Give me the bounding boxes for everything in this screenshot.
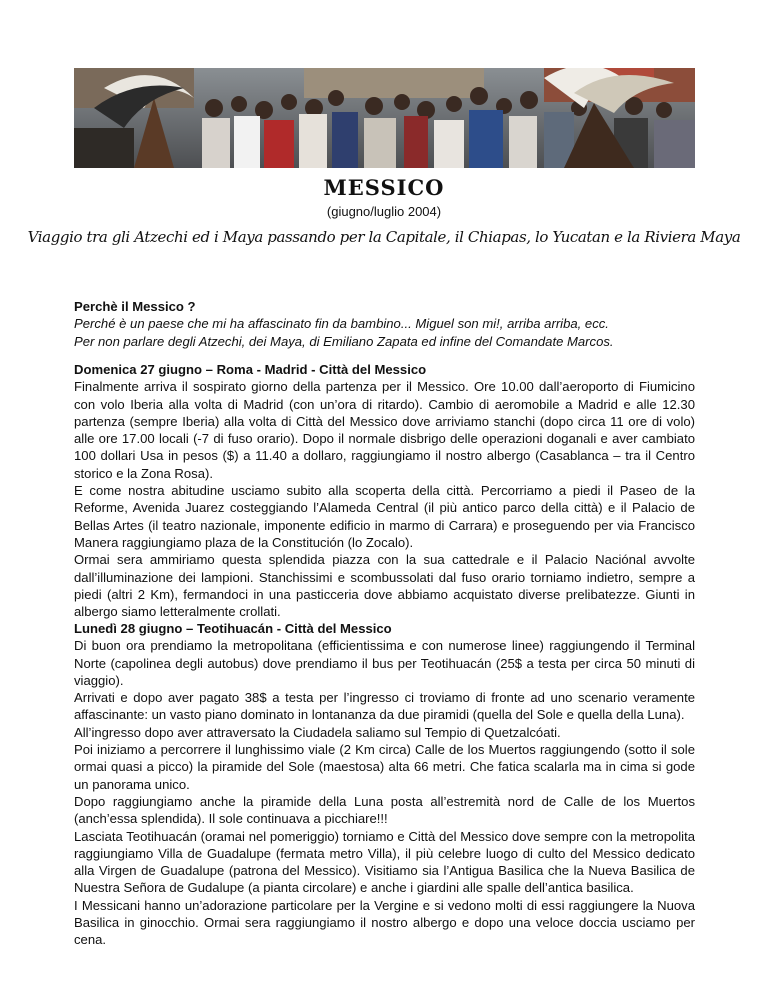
crowd-photo-image xyxy=(74,68,695,168)
intro-line: Per non parlare degli Atzechi, dei Maya, di Emiliano Zapata ed infine del Comandate Marcos. xyxy=(74,333,614,349)
day2-paragraph: All’ingresso dopo aver attraversato la Ciudadela saliamo sul Tempio di Quetzalcóati. xyxy=(74,724,561,740)
travel-dates: (giugno/luglio 2004) xyxy=(326,204,442,219)
day2-paragraph: Lasciata Teotihuacán (oramai nel pomeriggio) torniamo e Città del Messico dove sempre con la metropolita raggiungiamo Villa de Guadalupe (fermata metro Villa), il più celebre luogo di culto del Messico dedicato alla Virgen de Guadalupe (patrona del Messico). Visitiamo sia l’Antigua Basilica che la Nueva Basilica de Nuestra Señora de Gudalupe (a pianta circolare) e anche i giardini alle spalle dell’antica basilica. xyxy=(74,828,695,896)
day2-heading: Lunedì 28 giugno – Teotihuacán - Città del Messico xyxy=(74,621,392,636)
header-photo xyxy=(74,68,695,168)
intro-line: Perché è un paese che mi ha affascinato fin da bambino... Miguel son mi!, arriba arriba, ecc. xyxy=(74,316,609,332)
day2-paragraph: Arrivati e dopo aver pagato 38$ a testa per l’ingresso ci troviamo di fronte ad uno scenario veramente affascinante: un vasto piano dominato in lontananza da due piramidi (quella del Sole e quella della Luna). xyxy=(74,690,695,723)
intro-section xyxy=(74,298,695,350)
day1-heading: Domenica 27 giugno – Roma - Madrid - Città del Messico xyxy=(74,362,427,377)
day2-paragraph: I Messicani hanno un’adorazione particolare per la Vergine e si vedono molti di essi raggiungere la Nuova Basilica in ginocchio. Ormai sera raggiungiamo il nostro albergo e dopo una veloce doccia usciamo per cena. xyxy=(74,897,695,948)
travel-tagline: Viaggio tra gli Atzechi ed i Maya passando per la Capitale, il Chiapas, lo Yucatan e la Riviera Maya xyxy=(27,228,741,246)
day2-paragraph: Dopo raggiungiamo anche la piramide della Luna posta all’estremità nord de Calle de los Muertos (anch’essa splendida). Il sole continuava a picchiare!!! xyxy=(74,793,695,827)
document-title: MESSICO xyxy=(323,175,445,200)
day2-section xyxy=(74,620,695,949)
intro-heading: Perchè il Messico ? xyxy=(74,299,196,314)
day2-paragraph: Poi iniziamo a percorrere il lunghissimo viale (2 Km circa) Calle de los Muertos raggiungendo (sotto il sole ormai quasi a picco) la piramide del Sole (maestosa) alta 66 metri. Che fatica scalarla ma in cima si gode un panorama unico. xyxy=(74,742,695,792)
day2-paragraph: Di buon ora prendiamo la metropolitana (efficientissima e con numerose linee) raggiungendo il Terminal Norte (capolinea degli autobus) dove prendiamo il bus per Teotihuacán (25$ a testa per circa 50 minuti di viaggio). xyxy=(74,638,695,688)
day1-paragraph: E come nostra abitudine usciamo subito alla scoperta della città. Percorriamo a piedi il Paseo de la Reforme, Avenida Juarez costeggiando l’Alameda Central (il più antico parco della città) e il Palacio de Bellas Artes (il teatro nazionale, imponente edificio in marmo di Carrara) e proseguendo per via Francisco Manera raggiungiamo plaza de la Constitución (lo Zocalo). xyxy=(74,483,695,550)
day1-section xyxy=(74,361,695,620)
day1-paragraph: Ormai sera ammiriamo questa splendida piazza con la sua cattedrale e il Palacio Naciónal avvolte dall’illuminazione dei lampioni. Stanchissimi e scombussolati dal fuso orario torniamo indietro, sempre a piedi (altri 2 Km), fermandoci in una pasticceria dove abbiamo acquistato diverse prelibatezze. Giunti in albergo siamo letteralmente crollati. xyxy=(74,552,695,620)
day1-paragraph: Finalmente arriva il sospirato giorno della partenza per il Messico. Ore 10.00 dall’aeroporto di Fiumicino con volo Iberia alla volta di Madrid (con un’ora di ritardo). Cambio di aeromobile a Madrid e alle 12.30 partenza (sempre Iberia) alla volta di Città del Messico dove arriviamo stanchi (dopo circa 11 ore di volo) alle ore 17.00 locali (-7 di fuso orario). Dopo il normale disbrigo delle operazioni doganali e aver cambiato 100 dollari Usa in pesos ($) a 11.40 a dollaro, raggiungiamo il nostro albergo (Casablanca – tra il Centro storico e la Zona Rosa). xyxy=(74,379,695,481)
